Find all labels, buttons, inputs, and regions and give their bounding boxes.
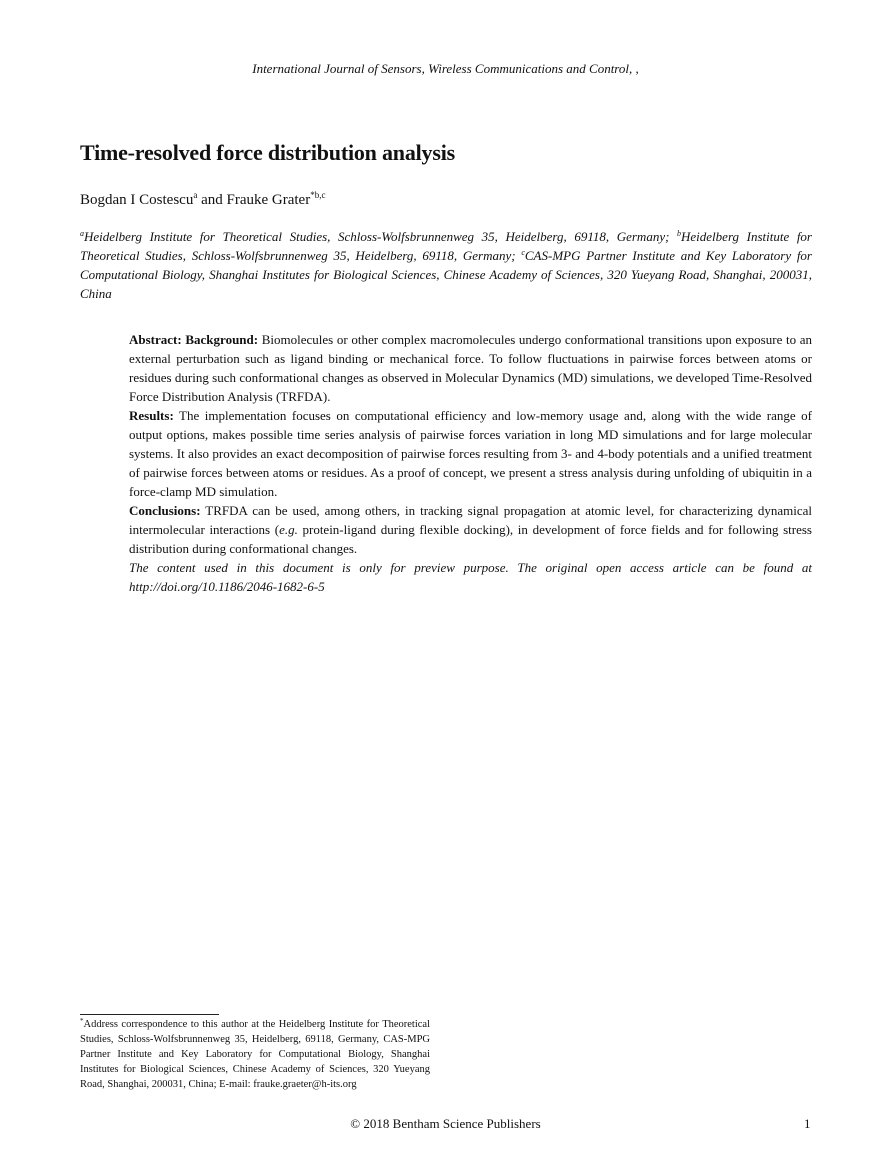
journal-header: International Journal of Sensors, Wireless Communications and Control, , xyxy=(252,61,639,76)
author-separator: and xyxy=(197,192,227,208)
footnote-mark: * xyxy=(80,1017,84,1025)
affiliation-mark: c xyxy=(521,248,525,257)
abstract-background xyxy=(129,330,812,406)
author-name: Frauke Grater xyxy=(226,192,311,208)
copyright: © 2018 Bentham Science Publishers xyxy=(350,1116,541,1131)
affiliation-mark: a xyxy=(80,229,84,238)
affiliations xyxy=(80,227,812,303)
abstract-label: Abstract: xyxy=(129,332,182,347)
abstract-conclusions xyxy=(129,501,812,558)
affiliation-a: Heidelberg Institute for Theoretical Studies, Schloss-Wolfsbrunnenweg 35, Heidelberg, 69118, Germany; xyxy=(84,229,678,244)
correspondence-footnote xyxy=(80,1017,430,1092)
results-text: The implementation focuses on computational efficiency and low-memory usage and, along with the wide range of output options, makes possible time series analysis of pairwise forces variation in long MD simulations and for large molecular systems. It also provides an exact decomposition of pairwise forces resulting from 3- and 4-body potentials and a unified treatment of pairwise forces between atoms or residues. As a proof of concept, we present a stress analysis during unfolding of ubiquitin in a force-clamp MD simulation. xyxy=(129,408,812,499)
affiliation-b: Heidelberg Institute for Theoretical Studies, Schloss-Wolfsbrunnenweg 35, Heidelberg, 69118, Germany; xyxy=(80,229,812,263)
background-label: Background: xyxy=(185,332,259,347)
abstract xyxy=(129,330,812,596)
conclusions-text-continued: protein-ligand during flexible docking), in development of force fields and for following stress distribution during conformational changes. xyxy=(129,522,812,556)
footnote-rule xyxy=(80,1014,219,1015)
affiliation-mark: b xyxy=(677,229,682,238)
affiliation-mark: *b,c xyxy=(310,190,326,200)
author-name: Bogdan I Costescu xyxy=(80,192,194,208)
conclusions-eg: e.g. xyxy=(279,522,298,537)
background-text: Biomolecules or other complex macromolecules undergo conformational transitions upon exposure to an external perturbation such as ligand binding or mechanical force. To follow fluctuations in pairwise forces between atoms or residues during such conformational changes as observed in Molecular Dynamics (MD) simulations, we developed Time-Resolved Force Distribution Analysis (TRFDA). xyxy=(129,332,812,404)
conclusions-text: TRFDA can be used, among others, in tracking signal propagation at atomic level, for characterizing dynamical intermolecular interactions ( xyxy=(129,503,812,537)
author-list xyxy=(80,192,325,209)
results-label: Results: xyxy=(129,408,174,423)
page-number: 1 xyxy=(804,1116,811,1131)
footnote-text: Address correspondence to this author at the Heidelberg Institute for Theoretical Studies, Schloss-Wolfsbrunnenweg 35, Heidelberg, 69118, Germany, CAS-MPG Partner Institute and Key Laboratory for Computational Biology, Shanghai Institutes for Biological Sciences, Chinese Academy of Sciences, 320 Yueyang Road, Shanghai, 200031, China; E-mail: frauke.graeter@h-its.org xyxy=(80,1019,430,1090)
abstract-results xyxy=(129,406,812,501)
preview-note: The content used in this document is only for preview purpose. The original open access article can be found at http://doi.org/10.1186/2046-1682-6-5 xyxy=(129,560,812,594)
paper-title: Time-resolved force distribution analysis xyxy=(80,140,455,165)
conclusions-label: Conclusions: xyxy=(129,503,201,518)
affiliation-c: CAS-MPG Partner Institute and Key Laboratory for Computational Biology, Shanghai Institutes for Biological Sciences, Chinese Academy of Sciences, 320 Yueyang Road, Shanghai, 200031, China xyxy=(80,248,812,301)
affiliation-mark: a xyxy=(193,190,198,200)
